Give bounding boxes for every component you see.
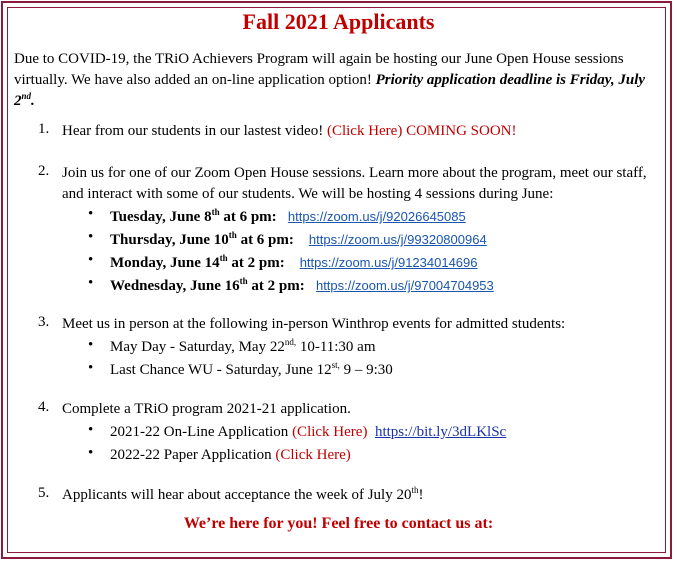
session-day: Wednesday, June 16th at 2 pm: (110, 276, 305, 294)
bullet-icon: • (88, 275, 94, 291)
zoom-link[interactable]: https://zoom.us/j/91234014696 (299, 255, 478, 270)
event-row: May Day - Saturday, May $22^{nd,}$ 10-11:30 am (110, 337, 376, 355)
session-row (110, 275, 670, 297)
paper-application-link[interactable]: (Click Here) (275, 447, 351, 463)
bullet-icon: • (88, 337, 94, 353)
bitly-link[interactable]: https://bit.ly/3dLKlSc (374, 424, 507, 440)
zoom-link[interactable]: https://zoom.us/j/97004704953 (315, 278, 494, 293)
item-number: 3. (38, 314, 50, 330)
item-number: 1. (38, 121, 50, 137)
item-3-text: Meet us in person at the following in-person Winthrop events for admitted students: (62, 316, 566, 332)
session-day: Thursday, June 10th at 6 pm: (110, 230, 294, 248)
coming-soon-label: COMING SOON! (402, 123, 517, 139)
bullet-icon: • (88, 252, 94, 268)
zoom-link[interactable]: https://zoom.us/j/99320800964 (308, 232, 487, 247)
intro-text: Due to COVID-19, the TRiO Achievers Program will again be hosting our June Open House sessions virtually. We have also added an on-line application option! (14, 51, 624, 88)
deadline-text: Priority application deadline is Friday, July 2nd. (14, 72, 646, 109)
application-row: 2021-22 On-Line Application (Click Here) https://bit.ly/3dLKlSc (110, 424, 507, 440)
session-row (110, 252, 670, 274)
bullet-icon: • (88, 360, 94, 376)
session-day: Monday, June 14th at 2 pm: (110, 253, 285, 271)
bullet-icon: • (88, 422, 94, 438)
item-1-text: Hear from our students in our lastest video! (Click Here) COMING SOON! (62, 123, 517, 139)
bullet-icon: • (88, 445, 94, 461)
contact-footer: We’re here for you! Feel free to contact us at: (183, 515, 494, 532)
bullet-icon: • (88, 206, 94, 222)
item-5-text: Applicants will hear about acceptance the week of July 20th! (62, 485, 424, 503)
item-number: 4. (38, 399, 50, 415)
video-link[interactable]: (Click Here) (326, 123, 403, 139)
bullet-icon: • (88, 229, 94, 245)
page-title: Fall 2021 Applicants (242, 9, 435, 34)
item-2-text: Join us for one of our Zoom Open House sessions. Learn more about the program, meet our staff, and interact with some of our students. We will be hosting 4 sessions during June: (62, 165, 647, 202)
session-row (110, 229, 670, 251)
item-4-text: Complete a TRiO program 2021-21 application. (62, 401, 351, 417)
session-row (110, 206, 670, 228)
item-number: 5. (38, 485, 50, 501)
item-number: 2. (38, 163, 50, 179)
intro-paragraph (14, 49, 664, 112)
zoom-link[interactable]: https://zoom.us/j/92026645085 (287, 209, 466, 224)
event-row: Last Chance WU - Saturday, June $12^{st,}$ 9 – 9:30 (110, 360, 393, 378)
online-application-link[interactable]: (Click Here) (292, 424, 368, 440)
application-row: 2022-22 Paper Application (Click Here) (110, 447, 351, 463)
session-day: Tuesday, June 8th at 6 pm: (110, 207, 277, 225)
